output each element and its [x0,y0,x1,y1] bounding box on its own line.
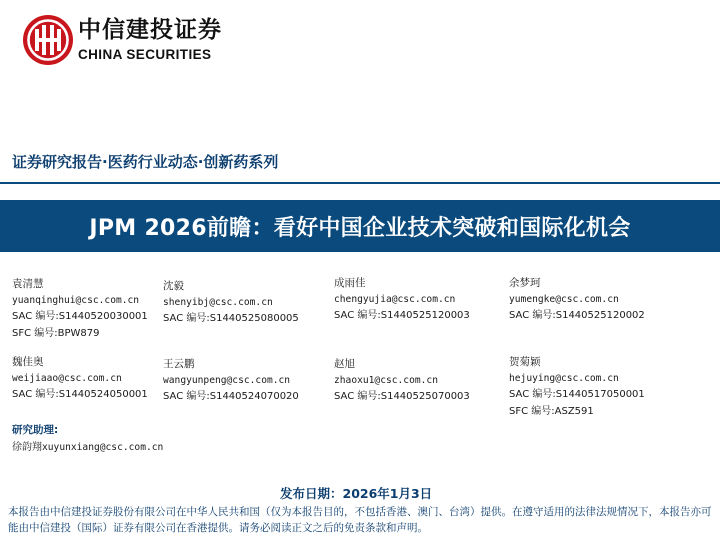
author-email[interactable]: chengyujia@csc.com.cn [334,293,456,305]
author-name: 余梦珂 [509,277,541,289]
author-email[interactable]: yuanqinghui@csc.com.cn [12,294,140,306]
china-securities-logo-icon [22,14,74,66]
author-card [334,356,470,406]
author-sac: SAC 编号:S1440525120002 [509,310,645,321]
author-card [12,276,148,342]
author-card [334,275,470,325]
author-card [163,278,299,328]
author-name: 贺菊颖 [509,356,541,368]
author-email[interactable]: yumengke@csc.com.cn [509,293,619,305]
report-title: JPM 2026前瞻：看好中国企业技术突破和国际化机会 [89,215,631,241]
author-sac: SAC 编号:S1440525070003 [334,391,470,402]
disclaimer: 本报告由中信建投证券股份有限公司在中华人民共和国（仅为本报告目的，不包括香港、澳门、台湾）提供。在遵守适用的法律法规情况下，本报告亦可能由中信建投（国际）证券有限公司在香港提供。请务必阅读正文之后的免责条款和声明。 [8,506,712,534]
author-sac: SAC 编号:S1440517050001 [509,389,645,400]
report-series: 证券研究报告·医药行业动态·创新药系列 [12,153,279,171]
author-email[interactable]: hejuying@csc.com.cn [509,372,619,384]
author-sac: SAC 编号:S1440525120003 [334,310,470,321]
author-name: 王云鹏 [163,358,195,370]
author-card [509,354,645,420]
author-sac: SAC 编号:S1440524050001 [12,389,148,400]
research-assistant [12,422,163,456]
author-sfc: SFC 编号:BPW879 [12,327,100,339]
author-email[interactable]: zhaoxu1@csc.com.cn [334,374,438,386]
author-email[interactable]: weijiaao@csc.com.cn [12,372,122,384]
publication-date: 发布日期：2026年1月3日 [280,486,433,501]
title-banner [0,200,720,252]
author-sfc: SFC 编号:ASZ591 [509,405,594,417]
author-sac: SAC 编号:S1440520030001 [12,311,148,322]
logo-chinese-name: 中信建投证券 [78,17,222,43]
author-name: 魏佳奥 [12,356,44,368]
assistant-heading: 研究助理: [12,424,59,436]
author-card [163,356,299,406]
logo-english-name: CHINA SECURITIES [78,47,212,62]
author-card [12,354,148,404]
author-email[interactable]: shenyibj@csc.com.cn [163,296,273,308]
assistant-email[interactable]: xuyunxiang@csc.com.cn [42,442,164,453]
author-name: 成雨佳 [334,277,366,289]
divider [0,182,720,184]
author-name: 沈毅 [163,280,184,292]
company-logo-text [78,16,222,64]
author-name: 袁清慧 [12,278,44,290]
author-sac: SAC 编号:S1440524070020 [163,391,299,402]
author-sac: SAC 编号:S1440525080005 [163,313,299,324]
assistant-name: 徐韵翔 [12,442,42,453]
author-email[interactable]: wangyunpeng@csc.com.cn [163,374,291,386]
author-name: 赵旭 [334,358,355,370]
author-card [509,275,645,325]
